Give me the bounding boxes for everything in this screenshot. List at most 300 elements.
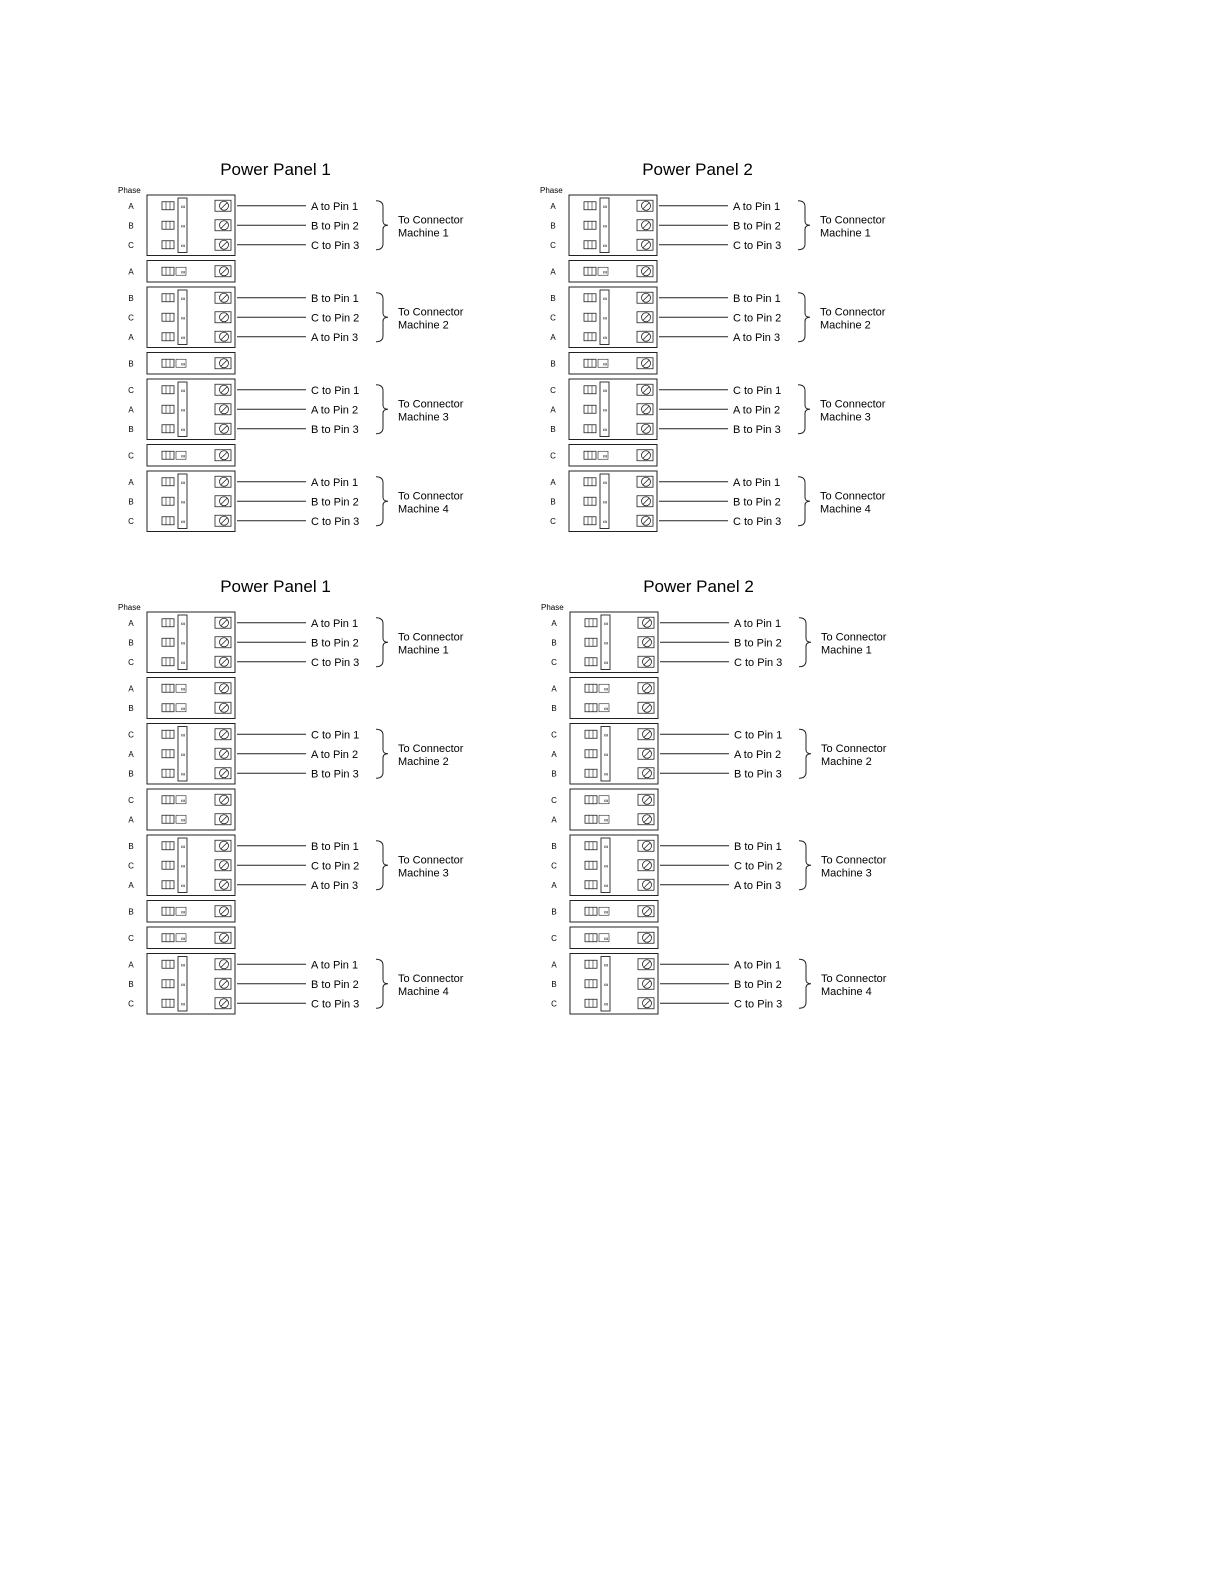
phase-caption: Phase — [118, 603, 141, 612]
terminal-screw-slot — [221, 620, 227, 626]
terminal-screw-slot — [221, 426, 227, 432]
phase-label: B — [128, 497, 134, 507]
connector-label-line-2: Machine 2 — [398, 319, 449, 332]
breaker-handle — [584, 451, 596, 459]
phase-label: A — [128, 618, 134, 628]
terminal-screw-slot — [221, 961, 227, 967]
breaker-group — [550, 261, 657, 283]
phase-label: C — [550, 313, 556, 323]
breaker-rating-mark: ∞ — [604, 621, 609, 628]
phase-label: B — [550, 293, 556, 303]
breaker-handle — [162, 704, 174, 712]
breaker-handle — [162, 517, 174, 525]
pin-connection-label: C to Pin 1 — [734, 729, 783, 742]
breaker-rating-mark: ∞ — [603, 407, 608, 414]
breaker-handle — [585, 796, 597, 804]
breaker-rating-mark: ∞ — [603, 204, 608, 211]
pin-connection-label: A to Pin 1 — [311, 476, 359, 489]
terminal-screw-slot — [644, 620, 650, 626]
connector-brace — [376, 293, 388, 342]
breaker-housing — [147, 789, 235, 830]
phase-label: A — [551, 618, 557, 628]
phase-label: B — [551, 769, 557, 779]
pin-connection-label: B to Pin 3 — [734, 768, 782, 781]
phase-label: C — [128, 657, 134, 667]
three-pole-breaker-group — [128, 287, 464, 348]
breaker-group — [128, 445, 235, 467]
panel-wiring-svg — [541, 577, 961, 1011]
terminal-screw-slot — [644, 639, 650, 645]
terminal-screw-slot — [221, 360, 227, 366]
breaker-group — [128, 353, 235, 375]
pin-connection-label: A to Pin 2 — [311, 748, 359, 761]
terminal-screw-slot — [221, 816, 227, 822]
connector-label-line-1: To Connector — [398, 306, 464, 319]
terminal-screw-slot — [221, 498, 227, 504]
pin-connection-label: C to Pin 3 — [311, 239, 360, 252]
terminal-screw-slot — [221, 731, 227, 737]
pin-connection-label: B to Pin 2 — [734, 637, 782, 650]
breaker-rating-mark: ∞ — [603, 335, 608, 342]
terminal-screw-slot — [221, 705, 227, 711]
breaker-handle — [162, 619, 174, 627]
breaker-handle — [162, 960, 174, 968]
phase-label: B — [128, 769, 134, 779]
breaker-handle — [584, 359, 596, 367]
breaker-handle — [585, 960, 597, 968]
phase-label: A — [128, 749, 134, 759]
connector-brace — [376, 729, 388, 778]
breaker-group — [128, 927, 235, 949]
connector-label-line-1: To Connector — [398, 214, 464, 227]
connector-label-line-1: To Connector — [398, 972, 464, 985]
breaker-rating-mark: ∞ — [604, 771, 609, 778]
pin-connection-label: A to Pin 2 — [733, 404, 781, 417]
connector-label-line-1: To Connector — [398, 490, 464, 503]
phase-label: C — [550, 516, 556, 526]
breaker-handle — [162, 750, 174, 758]
terminal-screw-slot — [644, 731, 650, 737]
phase-caption: Phase — [540, 186, 563, 195]
phase-label: A — [551, 960, 557, 970]
breaker-rating-mark: ∞ — [604, 798, 609, 805]
phase-label: C — [551, 795, 557, 805]
connector-label-line-2: Machine 2 — [820, 319, 871, 332]
terminal-screw-slot — [221, 935, 227, 941]
terminal-screw-slot — [221, 518, 227, 524]
three-pole-breaker-group — [551, 612, 887, 673]
breaker-rating-mark: ∞ — [181, 936, 186, 943]
breaker-rating-mark: ∞ — [603, 453, 608, 460]
phase-label: A — [550, 267, 556, 277]
breaker-handle — [162, 241, 174, 249]
connector-label-line-1: To Connector — [820, 306, 886, 319]
pin-connection-label: B to Pin 2 — [311, 978, 359, 991]
breaker-handle — [162, 730, 174, 738]
phase-label: B — [128, 359, 134, 369]
connector-label-line-1: To Connector — [821, 972, 887, 985]
phase-label: B — [551, 907, 557, 917]
connector-brace — [799, 729, 811, 778]
breaker-handle — [162, 425, 174, 433]
breaker-handle — [162, 842, 174, 850]
phase-label: B — [551, 703, 557, 713]
breaker-handle — [584, 202, 596, 210]
pin-connection-label: A to Pin 3 — [311, 331, 359, 344]
terminal-screw-slot — [643, 203, 649, 209]
pin-connection-label: C to Pin 3 — [734, 998, 783, 1011]
breaker-rating-mark: ∞ — [181, 883, 186, 890]
breaker-housing — [569, 261, 657, 283]
breaker-housing — [147, 445, 235, 467]
breaker-handle — [162, 221, 174, 229]
breaker-handle — [584, 425, 596, 433]
phase-label: A — [551, 749, 557, 759]
pin-connection-label: A to Pin 1 — [734, 617, 782, 630]
terminal-screw-slot — [221, 479, 227, 485]
three-pole-breaker-group — [128, 954, 464, 1015]
terminal-screw-slot — [221, 843, 227, 849]
breaker-handle — [585, 704, 597, 712]
terminal-screw-slot — [644, 862, 650, 868]
breaker-rating-mark: ∞ — [181, 519, 186, 526]
phase-label: B — [128, 638, 134, 648]
three-pole-breaker-group — [128, 471, 464, 532]
connector-label-line-2: Machine 3 — [398, 867, 449, 880]
breaker-handle — [162, 658, 174, 666]
breaker-housing — [569, 353, 657, 375]
breaker-handle — [584, 478, 596, 486]
connector-brace — [799, 959, 811, 1008]
phase-label: B — [128, 841, 134, 851]
phase-label: A — [551, 684, 557, 694]
breaker-handle — [585, 934, 597, 942]
breaker-rating-mark: ∞ — [181, 863, 186, 870]
breaker-handle — [584, 221, 596, 229]
breaker-handle — [162, 999, 174, 1007]
pin-connection-label: A to Pin 1 — [311, 617, 359, 630]
phase-label: A — [128, 477, 134, 487]
phase-label: A — [128, 332, 134, 342]
breaker-rating-mark: ∞ — [181, 335, 186, 342]
connector-label-line-2: Machine 3 — [821, 867, 872, 880]
breaker-handle — [585, 750, 597, 758]
panel-wiring-svg — [540, 160, 960, 528]
phase-label: C — [128, 385, 134, 395]
three-pole-breaker-group — [128, 724, 464, 785]
breaker-handle — [584, 313, 596, 321]
breaker-handle — [162, 980, 174, 988]
terminal-screw-slot — [643, 360, 649, 366]
terminal-screw-slot — [221, 639, 227, 645]
phase-label: A — [128, 880, 134, 890]
breaker-group — [551, 927, 658, 949]
phase-caption: Phase — [118, 186, 141, 195]
three-pole-breaker-group — [550, 471, 886, 532]
breaker-rating-mark: ∞ — [603, 427, 608, 434]
breaker-handle — [162, 881, 174, 889]
phase-label: B — [128, 293, 134, 303]
connector-label-line-1: To Connector — [821, 742, 887, 755]
pin-connection-label: B to Pin 2 — [311, 220, 359, 233]
terminal-screw-slot — [643, 334, 649, 340]
phase-label: C — [128, 795, 134, 805]
breaker-handle — [162, 386, 174, 394]
phase-label: A — [551, 880, 557, 890]
panel-title: Power Panel 2 — [643, 577, 754, 596]
pin-connection-label: C to Pin 1 — [311, 729, 360, 742]
breaker-housing — [570, 789, 658, 830]
breaker-handle — [162, 907, 174, 915]
connector-brace — [798, 293, 810, 342]
breaker-housing — [570, 927, 658, 949]
pin-connection-label: C to Pin 3 — [311, 515, 360, 528]
breaker-handle — [162, 451, 174, 459]
terminal-screw-slot — [644, 751, 650, 757]
terminal-screw-slot — [221, 295, 227, 301]
breaker-rating-mark: ∞ — [603, 223, 608, 230]
connector-label-line-2: Machine 4 — [398, 503, 449, 516]
connector-brace — [376, 959, 388, 1008]
panel-wiring-svg — [118, 160, 538, 528]
terminal-screw-slot — [643, 222, 649, 228]
breaker-housing — [147, 261, 235, 283]
pin-connection-label: B to Pin 2 — [733, 220, 781, 233]
breaker-handle — [162, 478, 174, 486]
terminal-screw-slot — [643, 518, 649, 524]
connector-brace — [798, 477, 810, 526]
breaker-rating-mark: ∞ — [181, 407, 186, 414]
terminal-screw-slot — [643, 387, 649, 393]
connector-label-line-2: Machine 1 — [821, 644, 872, 657]
breaker-handle — [162, 934, 174, 942]
breaker-rating-mark: ∞ — [604, 936, 609, 943]
breaker-handle — [585, 638, 597, 646]
connector-label-line-1: To Connector — [821, 854, 887, 867]
breaker-rating-mark: ∞ — [181, 453, 186, 460]
breaker-handle — [162, 815, 174, 823]
terminal-screw-slot — [221, 659, 227, 665]
three-pole-breaker-group — [128, 195, 464, 256]
panel-title: Power Panel 2 — [642, 160, 753, 179]
phase-label: B — [128, 221, 134, 231]
terminal-screw-slot — [643, 406, 649, 412]
breaker-handle — [585, 658, 597, 666]
phase-label: B — [128, 424, 134, 434]
breaker-rating-mark: ∞ — [604, 686, 609, 693]
phase-label: B — [128, 907, 134, 917]
terminal-screw-slot — [643, 268, 649, 274]
connector-label-line-1: To Connector — [820, 490, 886, 503]
breaker-rating-mark: ∞ — [181, 499, 186, 506]
connector-label-line-2: Machine 2 — [821, 755, 872, 768]
three-pole-breaker-group — [550, 379, 886, 440]
breaker-rating-mark: ∞ — [181, 844, 186, 851]
breaker-rating-mark: ∞ — [603, 388, 608, 395]
breaker-handle — [585, 861, 597, 869]
pin-connection-label: C to Pin 3 — [733, 515, 782, 528]
breaker-rating-mark: ∞ — [604, 863, 609, 870]
phase-label: C — [128, 313, 134, 323]
breaker-rating-mark: ∞ — [604, 640, 609, 647]
pin-connection-label: C to Pin 1 — [311, 384, 360, 397]
terminal-screw-slot — [221, 908, 227, 914]
pin-connection-label: B to Pin 2 — [311, 496, 359, 509]
breaker-handle — [584, 517, 596, 525]
pin-connection-label: B to Pin 2 — [733, 496, 781, 509]
connector-brace — [798, 385, 810, 434]
three-pole-breaker-group — [551, 835, 887, 896]
phase-label: B — [550, 359, 556, 369]
breaker-rating-mark: ∞ — [181, 909, 186, 916]
power-panel-bottom-right — [541, 577, 961, 1011]
connector-label-line-2: Machine 4 — [398, 985, 449, 998]
breaker-group — [550, 353, 657, 375]
connector-brace — [799, 841, 811, 890]
phase-label: B — [550, 424, 556, 434]
breaker-rating-mark: ∞ — [181, 817, 186, 824]
connector-label-line-1: To Connector — [398, 631, 464, 644]
phase-label: A — [550, 201, 556, 211]
breaker-group — [551, 678, 658, 719]
phase-label: C — [128, 451, 134, 461]
power-panel-top-left — [118, 160, 538, 528]
terminal-screw-slot — [644, 797, 650, 803]
breaker-rating-mark: ∞ — [181, 706, 186, 713]
breaker-handle — [585, 999, 597, 1007]
connector-label-line-1: To Connector — [398, 742, 464, 755]
phase-label: C — [550, 240, 556, 250]
terminal-screw-slot — [221, 406, 227, 412]
breaker-rating-mark: ∞ — [181, 771, 186, 778]
panel-title: Power Panel 1 — [220, 160, 331, 179]
pin-connection-label: A to Pin 2 — [311, 404, 359, 417]
breaker-rating-mark: ∞ — [181, 732, 186, 739]
pin-connection-label: A to Pin 3 — [734, 879, 782, 892]
phase-caption: Phase — [541, 603, 564, 612]
breaker-rating-mark: ∞ — [181, 752, 186, 759]
breaker-handle — [584, 386, 596, 394]
breaker-handle — [162, 684, 174, 692]
pin-connection-label: C to Pin 2 — [311, 860, 360, 873]
breaker-housing — [570, 901, 658, 923]
breaker-rating-mark: ∞ — [604, 909, 609, 916]
breaker-rating-mark: ∞ — [181, 686, 186, 693]
breaker-rating-mark: ∞ — [604, 844, 609, 851]
terminal-screw-slot — [221, 222, 227, 228]
pin-connection-label: C to Pin 2 — [734, 860, 783, 873]
breaker-handle — [584, 294, 596, 302]
power-panel-bottom-left — [118, 577, 538, 1011]
breaker-handle — [585, 769, 597, 777]
breaker-housing — [570, 678, 658, 719]
breaker-rating-mark: ∞ — [181, 1001, 186, 1008]
breaker-housing — [147, 353, 235, 375]
pin-connection-label: A to Pin 3 — [311, 879, 359, 892]
phase-label: C — [128, 933, 134, 943]
terminal-screw-slot — [221, 268, 227, 274]
three-pole-breaker-group — [550, 287, 886, 348]
breaker-rating-mark: ∞ — [181, 427, 186, 434]
pin-connection-label: A to Pin 3 — [733, 331, 781, 344]
breaker-rating-mark: ∞ — [604, 883, 609, 890]
terminal-screw-slot — [644, 1000, 650, 1006]
pin-connection-label: C to Pin 2 — [311, 312, 360, 325]
breaker-rating-mark: ∞ — [181, 388, 186, 395]
breaker-rating-mark: ∞ — [604, 1001, 609, 1008]
phase-label: A — [551, 815, 557, 825]
breaker-rating-mark: ∞ — [181, 296, 186, 303]
terminal-screw-slot — [643, 498, 649, 504]
connector-brace — [376, 618, 388, 667]
pin-connection-label: B to Pin 1 — [311, 840, 359, 853]
connector-brace — [798, 201, 810, 250]
breaker-housing — [147, 901, 235, 923]
terminal-screw-slot — [644, 908, 650, 914]
connector-label-line-1: To Connector — [820, 398, 886, 411]
breaker-handle — [584, 267, 596, 275]
phase-label: C — [551, 861, 557, 871]
terminal-screw-slot — [644, 961, 650, 967]
breaker-rating-mark: ∞ — [604, 660, 609, 667]
phase-label: A — [128, 815, 134, 825]
phase-label: B — [551, 841, 557, 851]
connector-brace — [376, 841, 388, 890]
pin-connection-label: A to Pin 1 — [311, 200, 359, 213]
pin-connection-label: B to Pin 1 — [734, 840, 782, 853]
connector-brace — [376, 477, 388, 526]
panel-title: Power Panel 1 — [220, 577, 331, 596]
breaker-handle — [584, 497, 596, 505]
phase-label: A — [128, 267, 134, 277]
connector-label-line-1: To Connector — [820, 214, 886, 227]
breaker-rating-mark: ∞ — [181, 962, 186, 969]
breaker-group — [551, 789, 658, 830]
phase-label: A — [128, 684, 134, 694]
breaker-handle — [585, 842, 597, 850]
breaker-rating-mark: ∞ — [603, 269, 608, 276]
pin-connection-label: A to Pin 1 — [734, 959, 782, 972]
breaker-handle — [162, 202, 174, 210]
connector-label-line-2: Machine 4 — [821, 985, 872, 998]
connector-brace — [799, 618, 811, 667]
terminal-screw-slot — [221, 1000, 227, 1006]
breaker-group — [128, 678, 235, 719]
breaker-rating-mark: ∞ — [604, 732, 609, 739]
breaker-handle — [162, 294, 174, 302]
connector-label-line-2: Machine 3 — [398, 411, 449, 424]
breaker-handle — [162, 861, 174, 869]
breaker-housing — [569, 445, 657, 467]
terminal-screw-slot — [221, 882, 227, 888]
phase-label: B — [551, 638, 557, 648]
pin-connection-label: C to Pin 1 — [733, 384, 782, 397]
three-pole-breaker-group — [550, 195, 886, 256]
breaker-group — [550, 445, 657, 467]
phase-label: C — [550, 385, 556, 395]
terminal-screw-slot — [221, 981, 227, 987]
breaker-rating-mark: ∞ — [181, 798, 186, 805]
pin-connection-label: C to Pin 3 — [734, 656, 783, 669]
phase-label: B — [128, 979, 134, 989]
breaker-group — [128, 901, 235, 923]
phase-label: A — [128, 960, 134, 970]
breaker-rating-mark: ∞ — [603, 499, 608, 506]
breaker-group — [551, 901, 658, 923]
breaker-rating-mark: ∞ — [603, 296, 608, 303]
phase-label: B — [551, 979, 557, 989]
terminal-screw-slot — [644, 882, 650, 888]
